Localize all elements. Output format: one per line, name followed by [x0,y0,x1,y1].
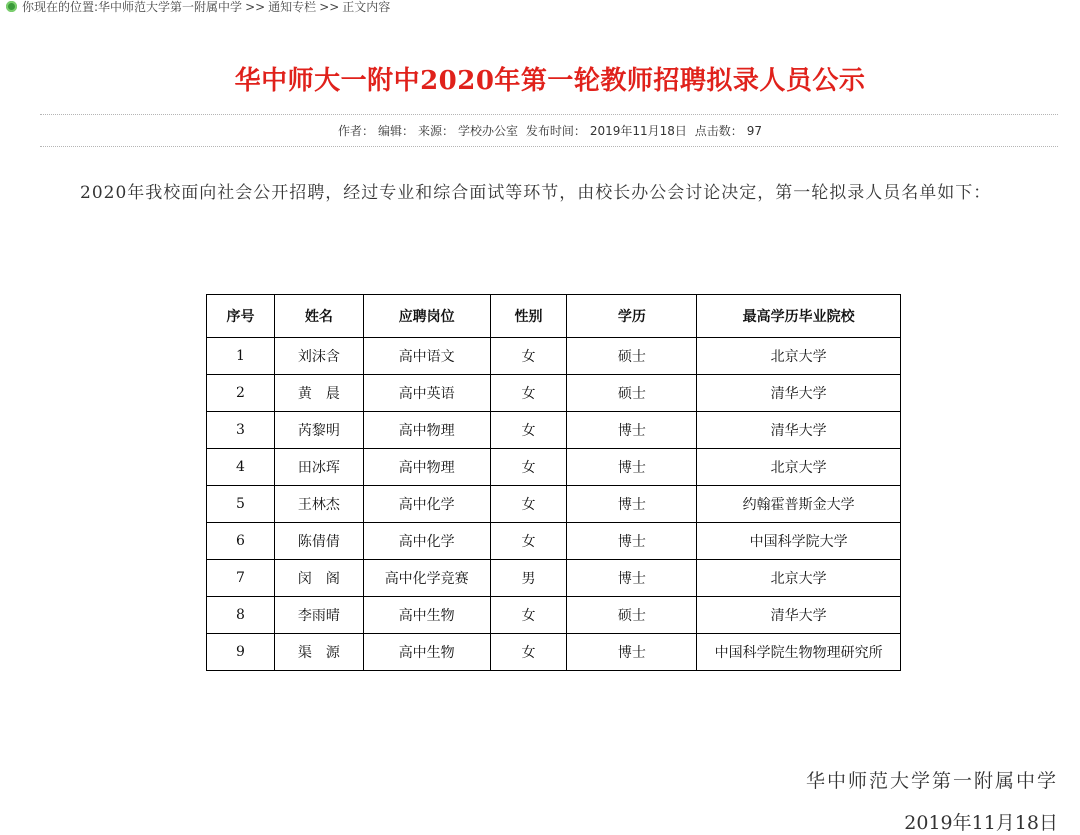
author-label: 作者： [337,124,374,138]
col-header-position: 应聘岗位 [363,295,490,338]
cell-gender: 男 [490,560,567,597]
editor-label: 编辑： [377,124,414,138]
cell-gender: 女 [490,486,567,523]
cell-name: 芮黎明 [274,412,363,449]
table-body [207,338,901,671]
col-header-school: 最高学历毕业院校 [697,295,901,338]
col-header-gender: 性别 [490,295,567,338]
cell-school: 清华大学 [697,597,901,634]
cell-degree: 硕士 [567,375,697,412]
signature-date: 2019年11月18日 [904,812,1058,834]
table-row [207,523,901,560]
cell-school: 清华大学 [697,375,901,412]
table-row [207,634,901,671]
cell-index: 1 [207,338,275,375]
table-row [207,597,901,634]
cell-degree: 博士 [567,449,697,486]
table-row [207,375,901,412]
breadcrumb-separator: >> [319,0,340,14]
cell-index: 4 [207,449,275,486]
clicks-label: 点击数： [694,124,743,138]
cell-gender: 女 [490,375,567,412]
cell-degree: 硕士 [567,597,697,634]
cell-degree: 博士 [567,634,697,671]
clicks-value: 97 [746,124,763,138]
cell-gender: 女 [490,597,567,634]
col-header-index: 序号 [207,295,275,338]
breadcrumb-link-notices[interactable]: 通知专栏 [268,0,317,14]
divider-top [40,114,1058,115]
intro-paragraph: 2020年我校面向社会公开招聘，经过专业和综合面试等环节，由校长办公会讨论决定，第一轮拟录人员名单如下： [80,183,992,203]
table-row [207,449,901,486]
cell-position: 高中物理 [363,412,490,449]
table-header-row [207,295,901,338]
table-row [207,486,901,523]
cell-position: 高中化学 [363,523,490,560]
cell-index: 3 [207,412,275,449]
divider-bottom [40,146,1058,147]
cell-index: 9 [207,634,275,671]
cell-school: 约翰霍普斯金大学 [697,486,901,523]
breadcrumb [0,0,1080,14]
table-row [207,560,901,597]
cell-name: 闵 阁 [274,560,363,597]
cell-name: 陈倩倩 [274,523,363,560]
cell-gender: 女 [490,634,567,671]
cell-gender: 女 [490,338,567,375]
source-value: 学校办公室 [457,124,518,138]
cell-index: 5 [207,486,275,523]
roster-table [206,294,901,671]
cell-name: 王林杰 [274,486,363,523]
article-meta [0,122,1080,139]
cell-position: 高中生物 [363,634,490,671]
breadcrumb-current: 正文内容 [342,0,391,14]
cell-index: 8 [207,597,275,634]
cell-gender: 女 [490,412,567,449]
cell-index: 2 [207,375,275,412]
breadcrumb-separator: >> [245,0,266,14]
cell-school: 北京大学 [697,560,901,597]
breadcrumb-link-school[interactable]: 华中师范大学第一附属中学 [98,0,243,14]
col-header-degree: 学历 [567,295,697,338]
cell-school: 北京大学 [697,449,901,486]
cell-degree: 博士 [567,523,697,560]
cell-school: 北京大学 [697,338,901,375]
cell-index: 6 [207,523,275,560]
page-title: 华中师大一附中2020年第一轮教师招聘拟录人员公示 [234,66,866,96]
cell-name: 黄 晨 [274,375,363,412]
cell-name: 李雨晴 [274,597,363,634]
cell-position: 高中英语 [363,375,490,412]
cell-school: 清华大学 [697,412,901,449]
cell-gender: 女 [490,523,567,560]
cell-school: 中国科学院生物物理研究所 [697,634,901,671]
cell-degree: 硕士 [567,338,697,375]
published-value: 2019年11月18日 [589,124,687,138]
col-header-name: 姓名 [274,295,363,338]
breadcrumb-prefix: 你现在的位置: [22,0,99,14]
cell-gender: 女 [490,449,567,486]
source-label: 来源： [417,124,454,138]
cell-degree: 博士 [567,486,697,523]
cell-position: 高中化学竞赛 [363,560,490,597]
home-icon [6,1,17,12]
table-row [207,412,901,449]
published-label: 发布时间： [525,124,586,138]
cell-degree: 博士 [567,560,697,597]
cell-position: 高中生物 [363,597,490,634]
cell-school: 中国科学院大学 [697,523,901,560]
cell-position: 高中语文 [363,338,490,375]
cell-degree: 博士 [567,412,697,449]
signature: 华中师范大学第一附属中学 [805,770,1058,792]
cell-position: 高中化学 [363,486,490,523]
cell-name: 田冰珲 [274,449,363,486]
cell-index: 7 [207,560,275,597]
cell-name: 渠 源 [274,634,363,671]
cell-position: 高中物理 [363,449,490,486]
table-row [207,338,901,375]
cell-name: 刘沫含 [274,338,363,375]
